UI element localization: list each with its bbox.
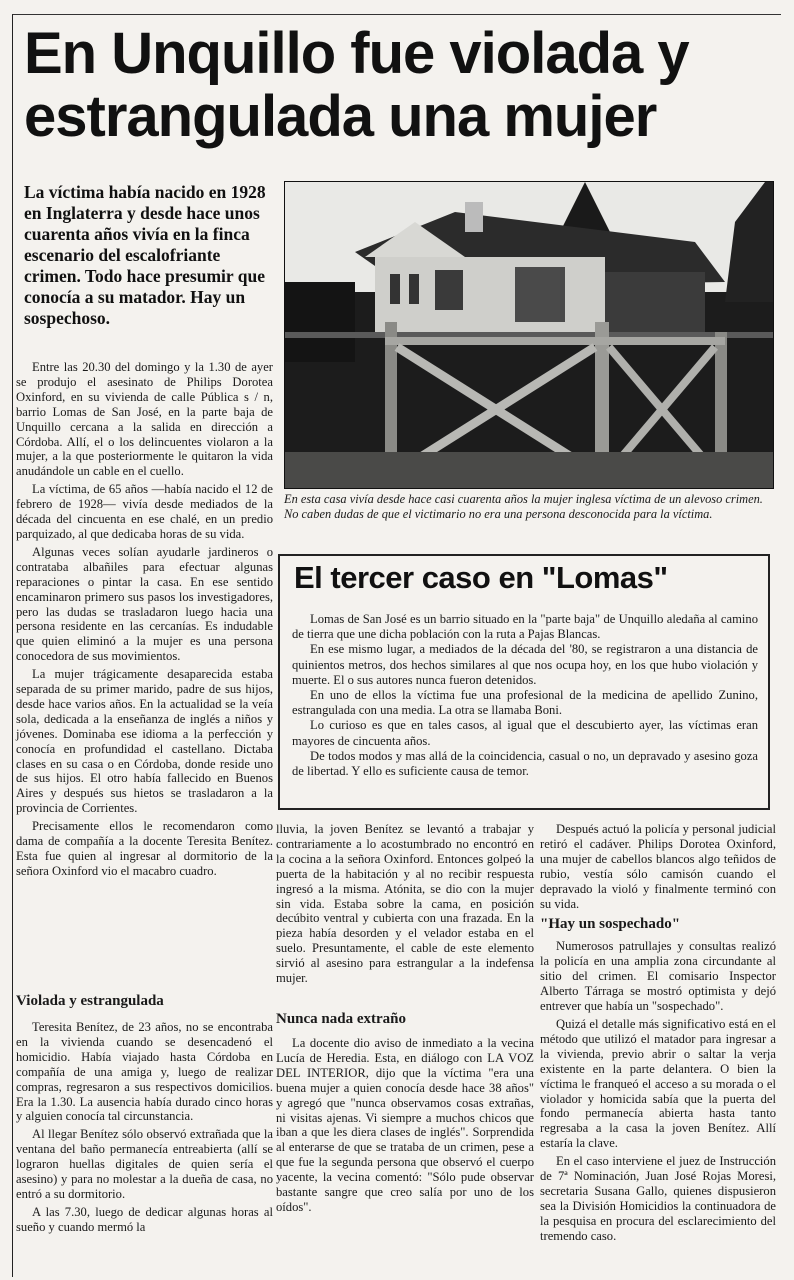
paragraph: Lo curioso es que en tales casos, al igual que el descubierto ayer, las víctimas eran mayores de cincuenta años.	[292, 718, 758, 748]
paragraph: A las 7.30, luego de dedicar algunas horas al sueño y cuando mermó la	[16, 1204, 273, 1234]
paragraph: La docente dio aviso de inmediato a la vecina Lucía de Heredia. Esta, en diálogo con LA VOZ DEL INTERIOR, dijo que la víctima "era una buena mujer a quien conocía desde hace 38 años" y agregó que "nunca observamos cosas extrañas, ni visitas ajenas. Vi siempre a muchos chicos que iban a que les diera clases de inglés". Sorprendida al enterarse de que se trataba de un crimen, pese a que fue la segunda persona que observó el cuerpo yacente, la vecina comentó: "Sólo pude observar bastante sangre que creo salía por uno de los oídos".	[276, 1036, 534, 1214]
paragraph: lluvia, la joven Benítez se levantó a trabajar y contrariamente a lo acostumbrado no encontró en la cocina a la señora Oxinford. Entonces golpeó la puerta de la habitación y al no recibir respuesta ingresó a la misma. Atónita, se dio con la mujer sin vida. Estaba sobre la cama, en posición decúbito ventral y cubierta con una frazada. En la pieza había desorden y el velador estaba en el suelo. Presuntamente, el cable de este elemento sirvió al asesino para estrangular a la indefensa mujer.	[276, 822, 534, 986]
subhead-violada: Violada y estrangulada	[16, 993, 164, 1009]
subhead-nunca: Nunca nada extraño	[276, 1011, 407, 1027]
paragraph: Teresita Benítez, de 23 años, no se encontraba en la vivienda cuando se desencadenó el homicidio. Había viajado hasta Córdoba en compañía de una amiga y, luego de realizar compras, regresaron a sus respectivos domicilios. Era la 1.30. La ausencia había durado cinco horas y alguien conocía tal circunstancia.	[16, 1020, 273, 1124]
article-column-3	[540, 822, 776, 1247]
subhead-sospechado: "Hay un sospechado"	[540, 916, 681, 933]
sidebar-title: El tercer caso en "Lomas"	[294, 560, 668, 595]
paragraph: Numerosos patrullajes y consultas realizó la policía en una amplia zona circundante al sitio del crimen. El comisario Inspector Alberto Tárraga se mostró optimista y dejó entrever que había un "sospechado".	[540, 939, 776, 1014]
paragraph: Quizá el detalle más significativo está en el método que utilizó el matador para ingresar a la vivienda, previo abrir o saltar la verja existente en la parte delantera. O bien la víctima le franqueó el acceso a su morada o el violador y homicida sabía que la puerta del fondo permanecía abierta hasta tanto regresaba a la casa la joven Benítez. Allí estaría la clave.	[540, 1016, 776, 1151]
sidebar-box	[278, 554, 770, 810]
paragraph: En ese mismo lugar, a mediados de la década del '80, se registraron a una distancia de quinientos metros, dos hechos similares al que nos ocupa hoy, en los que hubo violación y muerte. El o sus autores nunca fueron detenidos.	[292, 642, 758, 687]
paragraph: Algunas veces solían ayudarle jardineros o contrataba albañiles para efectuar algunas reparaciones o pintar la casa. En ese sentido encaminaron primero sus pasos los investigadores, pero las dudas se trasladaron luego hacia una persona residente en las cercanías. Es indudable que quien eliminó a la mujer es una persona conocedora de sus movimientos.	[16, 544, 273, 664]
article-column-1	[16, 360, 273, 882]
article-column-2b	[276, 1036, 534, 1218]
paragraph: La mujer trágicamente desaparecida estaba separada de su primer marido, padre de sus hijos, desde hace varios años. En la actualidad se la veía sola, dedicada a la enseñanza de inglés a niños y jóvenes. Dominaba ese idioma a la perfección y conocía en profundidad el castellano. Dictaba clases en su casa o en Córdoba, donde reside uno de sus hijos. El otro había fallecido en Buenos Aires y después sus hietos se trasladaron a la provincia de Corrientes.	[16, 667, 273, 816]
photo-caption: En esta casa vivía desde hace casi cuarenta años la mujer inglesa víctima de un alevoso crimen. No caben dudas de que el victimario no era una persona desconocida para la víctima.	[284, 492, 763, 521]
headline: En Unquillo fue violada y estrangulada una mujer	[24, 21, 689, 149]
house-illustration	[285, 182, 773, 488]
paragraph: Lomas de San José es un barrio situado en la "parte baja" de Unquillo aledaña al camino de tierra que une dicha población con la ruta a Pajas Blancas.	[292, 612, 758, 642]
paragraph: De todos modos y mas allá de la coincidencia, casual o no, un depravado y asesino goza de libertad. Y ello es suficiente causa de temor.	[292, 748, 758, 779]
paragraph: Precisamente ellos le recomendaron como dama de compañía a la docente Teresita Benítez. Esta fue quien al ingresar al dormitorio de la señora Oxinford vio el macabro cuadro.	[16, 819, 273, 878]
article-column-2	[276, 822, 534, 989]
paragraph: Después actuó la policía y personal judicial retiró el cadáver. Philips Dorotea Oxinford, una mujer de cabellos blancos algo teñidos de rubio, vestía sólo camisón cuando el depravado la violó y finalmente terminó con su vida.	[540, 822, 776, 911]
house-photo	[284, 181, 774, 489]
paragraph: En uno de ellos la víctima fue una profesional de la medicina de apellido Zunino, estrangulada con una media. La otra se llamaba Boni.	[292, 688, 758, 718]
article-column-1b	[16, 1020, 273, 1238]
paragraph: En el caso interviene el juez de Instrucción de 7ª Nominación, Juan José Rojas Moresi, secretaria Susana Gallo, quienes dispusieron sea la División Homicidios la continuadora de la pesquisa en procura del esclarecimiento del tremendo caso.	[540, 1154, 776, 1243]
sidebar-body	[292, 612, 758, 779]
deck: La víctima había nacido en 1928 en Inglaterra y desde hace unos cuarenta años vivía en la finca escenario del escalofriante crimen. Todo hace presumir que conocía a su matador. Hay un sospechoso.	[24, 182, 266, 328]
paragraph: La víctima, de 65 años —había nacido el 12 de febrero de 1928— vivía desde mediados de la década del cincuenta en ese chalé, en un predio parquizado, al que dedicaba horas de su vida.	[16, 482, 273, 541]
paragraph: Al llegar Benítez sólo observó extrañada que la ventana del baño permanecía entreabierta (allí se lograron huellas digitales de quien sería el asesino) y para no molestar a la dueña de casa, no entró a su dormitorio.	[16, 1127, 273, 1201]
paragraph: Entre las 20.30 del domingo y la 1.30 de ayer se produjo el asesinato de Philips Dorotea Oxinford, en su vivienda de calle Pública s / n, barrio Lomas de San José, en la parte baja de Unquillo cercana a la salida en dirección a Córdoba. Allí, el o los delincuentes violaron a la mujer, a la que posteriormente le quitaron la vida anudándole un cable en el cuello.	[16, 360, 273, 479]
